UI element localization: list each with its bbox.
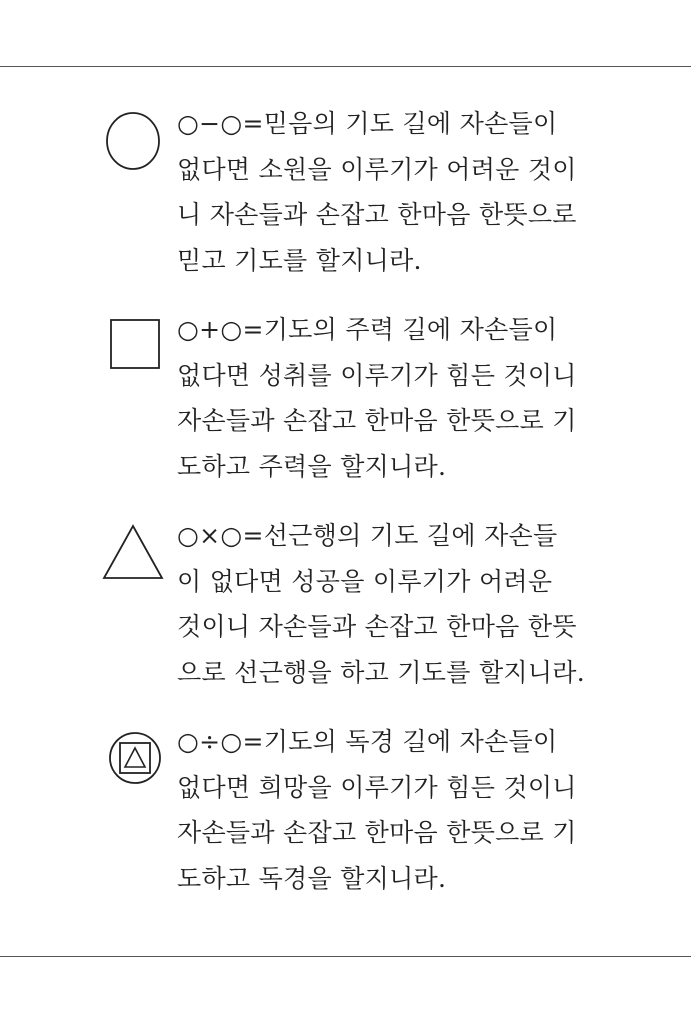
entry-text (177, 719, 587, 901)
entry-line: 이 없다면 성공을 이루기가 어려운 (177, 566, 553, 596)
entry-line: 자손들과 손잡고 한마음 한뜻으로 기 (177, 406, 577, 435)
entry-line: ○+○=기도의 주력 길에 자손들이 (177, 315, 558, 344)
square-icon (109, 318, 161, 370)
entry-line: 도하고 주력을 할지니라. (177, 451, 447, 481)
entry-line: 없다면 소원을 이루기가 어려운 것이 (177, 154, 577, 184)
entry-line: ○÷○=기도의 독경 길에 자손들이 (177, 727, 558, 756)
entry-line: 니 자손들과 손잡고 한마음 한뜻으로 (177, 200, 577, 229)
entry-line: 자손들과 손잡고 한마음 한뜻으로 기 (177, 818, 577, 847)
circle-icon (105, 111, 161, 171)
entry-line: 으로 선근행을 하고 기도를 할지니라. (177, 657, 585, 687)
entry-line: 믿고 기도를 할지니라. (177, 245, 422, 275)
entry-line: 없다면 성취를 이루기가 힘든 것이니 (177, 360, 577, 390)
entry-text (177, 307, 587, 489)
top-divider (0, 66, 691, 67)
entry-line: ○×○=선근행의 기도 길에 자손들 (177, 521, 558, 550)
entry-line: ○−○=믿음의 기도 길에 자손들이 (177, 109, 558, 138)
entry-line: 도하고 독경을 할지니라. (177, 863, 447, 893)
entry-line: 것이니 자손들과 손잡고 한마음 한뜻 (177, 612, 577, 641)
entry-text (177, 513, 587, 695)
triangle-icon (102, 524, 164, 580)
entry-line: 없다면 희망을 이루기가 힘든 것이니 (177, 772, 577, 802)
entry-text (177, 101, 587, 283)
circle-square-triangle-icon (108, 731, 162, 785)
bottom-divider (0, 956, 691, 957)
